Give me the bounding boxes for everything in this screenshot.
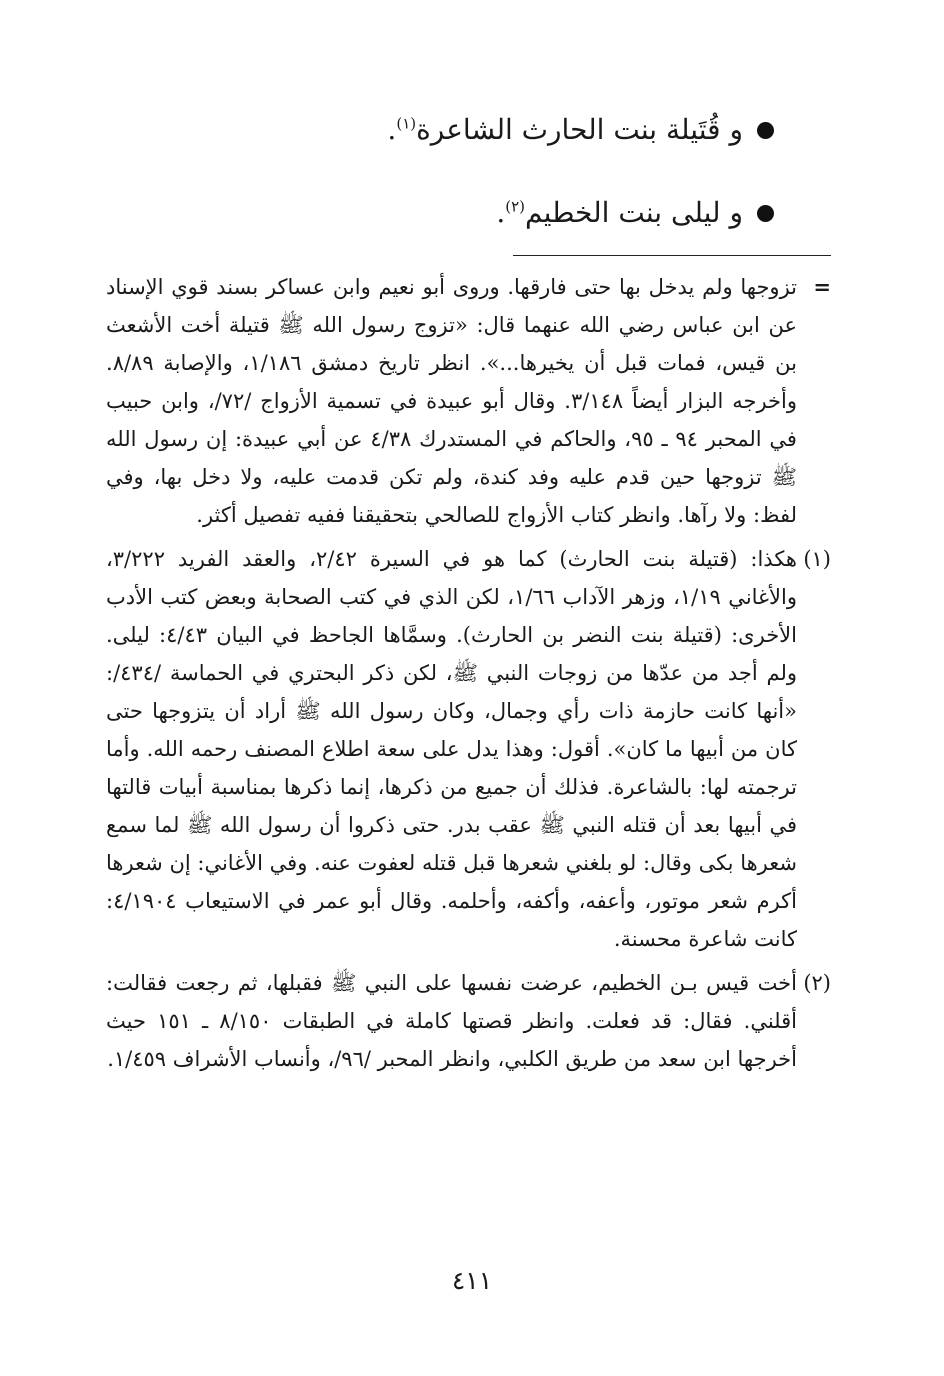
footnote-text: تزوجها ولم يدخل بها حتى فارقها. وروى أبو نعيم وابن عساكر بسند قوي الإسناد عن ابن عباس رضي الله عنهما قال: «تزوج رسول الله ﷺ قتيلة أخت الأشعث بن قيس، فمات قبل أن يخيرها...». انظر تاريخ دمشق ١/١٨٦، والإصابة ٨/٨٩. وأخرجه البزار أيضاً ٣/١٤٨. وقال أبو عبيدة في تسمية الأزواج /٧٢/، وابن حبيب في المحبر ٩٤ ـ ٩٥، والحاكم في المستدرك ٤/٣٨ عن أبي عبيدة: إن رسول الله ﷺ تزوجها حين قدم عليه وفد كندة، ولم تكن قدمت عليه، ولا دخل بها، وفي لفظ: ولا رآها. وانظر كتاب الأزواج للصالحي بتحقيقنا ففيه تفصيل أكثر. [106,275,797,527]
footnote-ref[interactable]: (٢) [505,197,525,216]
bullet-icon [757,205,774,222]
entry-name: ليلى بنت الخطيم [525,196,721,229]
entry-qutayla [387,110,774,150]
footnote-marker: (١) [803,547,831,571]
bullet-icon [757,122,774,139]
footnote-marker: = [813,274,831,299]
entry-end: . [496,196,506,229]
footnote-marker: (٢) [803,971,831,995]
footnote-text: أخت قيس بـن الخطيم، عرضت نفسها على النبي ﷺ فقبلها، ثم رجعت فقالت: أقلني. فقال: قد فعلت. وانظر قصتها كاملة في الطبقات ٨/١٥٠ ـ ١٥١ حيث أخرجها ابن سعد من طريق الكلبي، وانظر المحبر /٩٦/، وأنساب الأشراف ١/٤٥٩. [106,971,797,1071]
entry-end: . [387,113,397,146]
entry-prefix: و [729,196,743,229]
entry-layla [496,193,774,233]
entry-text [496,193,743,233]
footnote-separator [513,255,831,256]
footnote-2 [106,964,831,1078]
entry-name: قُتَيلة بنت الحارث الشاعرة [416,113,721,146]
entry-text [387,110,743,150]
footnote-ref[interactable]: (١) [396,114,417,133]
page-number: ٤١١ [451,1266,493,1295]
entry-prefix: و [729,113,743,146]
footnotes-section [106,268,831,1084]
footnote-continuation [106,268,831,534]
footnote-1 [106,540,831,958]
footnote-text: هكذا: (قتيلة بنت الحارث) كما هو في السيرة ٢/٤٢، والعقد الفريد ٣/٢٢٢، والأغاني ١/١٩، وزهر الآداب ١/٦٦، لكن الذي في كتب الصحابة وبعض كتب الأدب الأخرى: (قتيلة بنت النضر بن الحارث). وسمَّاها الجاحظ في البيان ٤/٤٣: ليلى. ولم أجد من عدّها من زوجات النبي ﷺ، لكن ذكر البحتري في الحماسة /٤٣٤/: «أنها كانت حازمة ذات رأي وجمال، وكان رسول الله ﷺ أراد أن يتزوجها حتى كان من أبيها ما كان». أقول: وهذا يدل على سعة اطلاع المصنف رحمه الله. وأما ترجمته لها: بالشاعرة. فذلك أن جميع من ذكرها، إنما ذكرها بمناسبة أبيات قالتها في أبيها بعد أن قتله النبي ﷺ عقب بدر. حتى ذكروا أن رسول الله ﷺ لما سمع شعرها بكى وقال: لو بلغني شعرها قبل قتله لعفوت عنه. وفي الأغاني: إن شعرها أكرم شعر موتور، وأعفه، وأكفه، وأحلمه. وقال أبو عمر في الاستيعاب ٤/١٩٠٤: كانت شاعرة محسنة. [105,547,797,951]
